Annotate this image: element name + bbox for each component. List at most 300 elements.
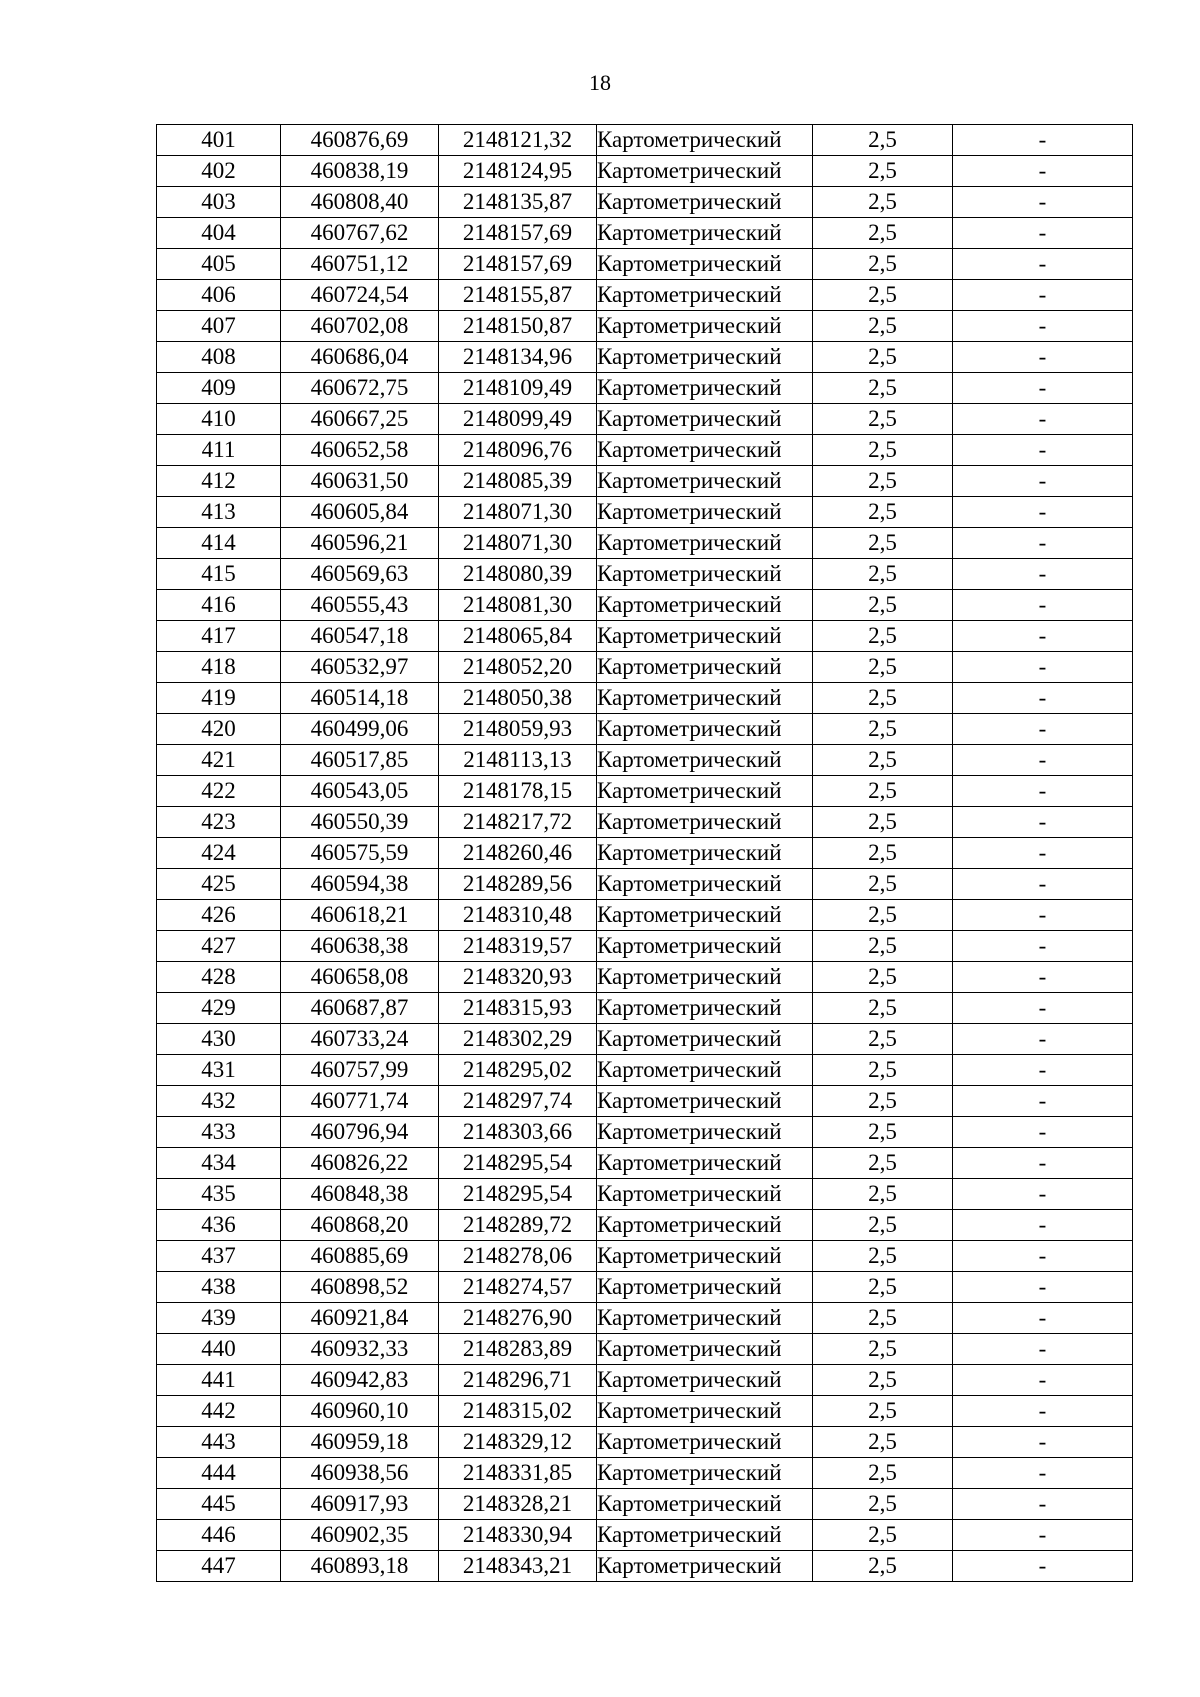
table-row [157, 1427, 1133, 1458]
description-cell: - [953, 218, 1133, 249]
x-coordinate-cell: 460848,38 [281, 1179, 439, 1210]
y-coordinate-cell: 2148134,96 [439, 342, 597, 373]
y-coordinate-cell: 2148157,69 [439, 218, 597, 249]
y-coordinate-cell: 2148124,95 [439, 156, 597, 187]
description-cell: - [953, 404, 1133, 435]
point-number-cell: 417 [157, 621, 281, 652]
method-cell: Картометрический [597, 1148, 813, 1179]
x-coordinate-cell: 460605,84 [281, 497, 439, 528]
x-coordinate-cell: 460932,33 [281, 1334, 439, 1365]
point-number-cell: 443 [157, 1427, 281, 1458]
point-number-cell: 422 [157, 776, 281, 807]
y-coordinate-cell: 2148080,39 [439, 559, 597, 590]
point-number-cell: 442 [157, 1396, 281, 1427]
table-row [157, 776, 1133, 807]
description-cell: - [953, 1117, 1133, 1148]
description-cell: - [953, 1272, 1133, 1303]
method-cell: Картометрический [597, 931, 813, 962]
method-cell: Картометрический [597, 1055, 813, 1086]
y-coordinate-cell: 2148283,89 [439, 1334, 597, 1365]
x-coordinate-cell: 460893,18 [281, 1551, 439, 1582]
method-cell: Картометрический [597, 1458, 813, 1489]
accuracy-cell: 2,5 [813, 714, 953, 745]
method-cell: Картометрический [597, 1210, 813, 1241]
description-cell: - [953, 1334, 1133, 1365]
point-number-cell: 423 [157, 807, 281, 838]
description-cell: - [953, 652, 1133, 683]
method-cell: Картометрический [597, 869, 813, 900]
accuracy-cell: 2,5 [813, 218, 953, 249]
x-coordinate-cell: 460672,75 [281, 373, 439, 404]
point-number-cell: 408 [157, 342, 281, 373]
description-cell: - [953, 1396, 1133, 1427]
point-number-cell: 401 [157, 125, 281, 156]
description-cell: - [953, 776, 1133, 807]
accuracy-cell: 2,5 [813, 404, 953, 435]
table-row [157, 621, 1133, 652]
x-coordinate-cell: 460555,43 [281, 590, 439, 621]
x-coordinate-cell: 460594,38 [281, 869, 439, 900]
point-number-cell: 425 [157, 869, 281, 900]
accuracy-cell: 2,5 [813, 280, 953, 311]
accuracy-cell: 2,5 [813, 249, 953, 280]
method-cell: Картометрический [597, 1241, 813, 1272]
table-row [157, 745, 1133, 776]
description-cell: - [953, 1055, 1133, 1086]
y-coordinate-cell: 2148278,06 [439, 1241, 597, 1272]
x-coordinate-cell: 460618,21 [281, 900, 439, 931]
method-cell: Картометрический [597, 1334, 813, 1365]
y-coordinate-cell: 2148071,30 [439, 528, 597, 559]
y-coordinate-cell: 2148331,85 [439, 1458, 597, 1489]
point-number-cell: 430 [157, 1024, 281, 1055]
method-cell: Картометрический [597, 1086, 813, 1117]
x-coordinate-cell: 460514,18 [281, 683, 439, 714]
accuracy-cell: 2,5 [813, 466, 953, 497]
table-row [157, 807, 1133, 838]
y-coordinate-cell: 2148295,54 [439, 1179, 597, 1210]
table-row [157, 1551, 1133, 1582]
x-coordinate-cell: 460532,97 [281, 652, 439, 683]
accuracy-cell: 2,5 [813, 1179, 953, 1210]
x-coordinate-cell: 460687,87 [281, 993, 439, 1024]
point-number-cell: 403 [157, 187, 281, 218]
x-coordinate-cell: 460499,06 [281, 714, 439, 745]
point-number-cell: 420 [157, 714, 281, 745]
point-number-cell: 418 [157, 652, 281, 683]
accuracy-cell: 2,5 [813, 590, 953, 621]
method-cell: Картометрический [597, 156, 813, 187]
accuracy-cell: 2,5 [813, 621, 953, 652]
method-cell: Картометрический [597, 1272, 813, 1303]
accuracy-cell: 2,5 [813, 745, 953, 776]
table-row [157, 1396, 1133, 1427]
accuracy-cell: 2,5 [813, 776, 953, 807]
point-number-cell: 431 [157, 1055, 281, 1086]
accuracy-cell: 2,5 [813, 559, 953, 590]
x-coordinate-cell: 460596,21 [281, 528, 439, 559]
table-row [157, 714, 1133, 745]
point-number-cell: 441 [157, 1365, 281, 1396]
y-coordinate-cell: 2148315,02 [439, 1396, 597, 1427]
x-coordinate-cell: 460543,05 [281, 776, 439, 807]
y-coordinate-cell: 2148296,71 [439, 1365, 597, 1396]
x-coordinate-cell: 460917,93 [281, 1489, 439, 1520]
accuracy-cell: 2,5 [813, 156, 953, 187]
description-cell: - [953, 187, 1133, 218]
point-number-cell: 440 [157, 1334, 281, 1365]
x-coordinate-cell: 460885,69 [281, 1241, 439, 1272]
x-coordinate-cell: 460550,39 [281, 807, 439, 838]
coordinates-table [156, 124, 1133, 1582]
point-number-cell: 444 [157, 1458, 281, 1489]
accuracy-cell: 2,5 [813, 1148, 953, 1179]
y-coordinate-cell: 2148329,12 [439, 1427, 597, 1458]
method-cell: Картометрический [597, 807, 813, 838]
x-coordinate-cell: 460826,22 [281, 1148, 439, 1179]
description-cell: - [953, 435, 1133, 466]
x-coordinate-cell: 460942,83 [281, 1365, 439, 1396]
x-coordinate-cell: 460652,58 [281, 435, 439, 466]
point-number-cell: 446 [157, 1520, 281, 1551]
y-coordinate-cell: 2148274,57 [439, 1272, 597, 1303]
description-cell: - [953, 528, 1133, 559]
method-cell: Картометрический [597, 1396, 813, 1427]
description-cell: - [953, 559, 1133, 590]
accuracy-cell: 2,5 [813, 993, 953, 1024]
method-cell: Картометрический [597, 497, 813, 528]
accuracy-cell: 2,5 [813, 1520, 953, 1551]
y-coordinate-cell: 2148155,87 [439, 280, 597, 311]
description-cell: - [953, 1210, 1133, 1241]
accuracy-cell: 2,5 [813, 311, 953, 342]
description-cell: - [953, 1241, 1133, 1272]
description-cell: - [953, 311, 1133, 342]
table-row [157, 1086, 1133, 1117]
table-row [157, 125, 1133, 156]
description-cell: - [953, 962, 1133, 993]
description-cell: - [953, 280, 1133, 311]
y-coordinate-cell: 2148328,21 [439, 1489, 597, 1520]
x-coordinate-cell: 460921,84 [281, 1303, 439, 1334]
description-cell: - [953, 993, 1133, 1024]
table-row [157, 1179, 1133, 1210]
table-row [157, 683, 1133, 714]
accuracy-cell: 2,5 [813, 1334, 953, 1365]
y-coordinate-cell: 2148320,93 [439, 962, 597, 993]
accuracy-cell: 2,5 [813, 1086, 953, 1117]
x-coordinate-cell: 460667,25 [281, 404, 439, 435]
table-row [157, 590, 1133, 621]
y-coordinate-cell: 2148178,15 [439, 776, 597, 807]
table-row [157, 1210, 1133, 1241]
method-cell: Картометрический [597, 125, 813, 156]
y-coordinate-cell: 2148121,32 [439, 125, 597, 156]
table-row [157, 311, 1133, 342]
point-number-cell: 436 [157, 1210, 281, 1241]
description-cell: - [953, 1551, 1133, 1582]
table-row [157, 1117, 1133, 1148]
point-number-cell: 434 [157, 1148, 281, 1179]
table-row [157, 993, 1133, 1024]
method-cell: Картометрический [597, 404, 813, 435]
table-row [157, 187, 1133, 218]
accuracy-cell: 2,5 [813, 497, 953, 528]
point-number-cell: 404 [157, 218, 281, 249]
y-coordinate-cell: 2148052,20 [439, 652, 597, 683]
method-cell: Картометрический [597, 1179, 813, 1210]
y-coordinate-cell: 2148343,21 [439, 1551, 597, 1582]
method-cell: Картометрический [597, 1551, 813, 1582]
x-coordinate-cell: 460767,62 [281, 218, 439, 249]
description-cell: - [953, 1520, 1133, 1551]
method-cell: Картометрический [597, 962, 813, 993]
description-cell: - [953, 1365, 1133, 1396]
point-number-cell: 424 [157, 838, 281, 869]
x-coordinate-cell: 460796,94 [281, 1117, 439, 1148]
accuracy-cell: 2,5 [813, 435, 953, 466]
method-cell: Картометрический [597, 838, 813, 869]
point-number-cell: 415 [157, 559, 281, 590]
method-cell: Картометрический [597, 218, 813, 249]
table-row [157, 435, 1133, 466]
point-number-cell: 406 [157, 280, 281, 311]
y-coordinate-cell: 2148135,87 [439, 187, 597, 218]
y-coordinate-cell: 2148099,49 [439, 404, 597, 435]
table-row [157, 342, 1133, 373]
y-coordinate-cell: 2148319,57 [439, 931, 597, 962]
accuracy-cell: 2,5 [813, 1396, 953, 1427]
method-cell: Картометрический [597, 683, 813, 714]
accuracy-cell: 2,5 [813, 683, 953, 714]
description-cell: - [953, 838, 1133, 869]
x-coordinate-cell: 460631,50 [281, 466, 439, 497]
y-coordinate-cell: 2148289,56 [439, 869, 597, 900]
table-row [157, 1520, 1133, 1551]
description-cell: - [953, 1148, 1133, 1179]
description-cell: - [953, 1303, 1133, 1334]
y-coordinate-cell: 2148150,87 [439, 311, 597, 342]
accuracy-cell: 2,5 [813, 187, 953, 218]
y-coordinate-cell: 2148295,02 [439, 1055, 597, 1086]
x-coordinate-cell: 460733,24 [281, 1024, 439, 1055]
description-cell: - [953, 745, 1133, 776]
description-cell: - [953, 373, 1133, 404]
page-number: 18 [589, 70, 611, 95]
y-coordinate-cell: 2148071,30 [439, 497, 597, 528]
method-cell: Картометрический [597, 900, 813, 931]
y-coordinate-cell: 2148302,29 [439, 1024, 597, 1055]
accuracy-cell: 2,5 [813, 1272, 953, 1303]
table-row [157, 156, 1133, 187]
x-coordinate-cell: 460686,04 [281, 342, 439, 373]
description-cell: - [953, 1086, 1133, 1117]
accuracy-cell: 2,5 [813, 528, 953, 559]
point-number-cell: 409 [157, 373, 281, 404]
point-number-cell: 402 [157, 156, 281, 187]
point-number-cell: 437 [157, 1241, 281, 1272]
accuracy-cell: 2,5 [813, 1210, 953, 1241]
accuracy-cell: 2,5 [813, 373, 953, 404]
table-row [157, 1489, 1133, 1520]
method-cell: Картометрический [597, 1117, 813, 1148]
method-cell: Картометрический [597, 373, 813, 404]
point-number-cell: 427 [157, 931, 281, 962]
method-cell: Картометрический [597, 280, 813, 311]
method-cell: Картометрический [597, 652, 813, 683]
x-coordinate-cell: 460902,35 [281, 1520, 439, 1551]
description-cell: - [953, 249, 1133, 280]
description-cell: - [953, 1024, 1133, 1055]
description-cell: - [953, 900, 1133, 931]
y-coordinate-cell: 2148109,49 [439, 373, 597, 404]
table-row [157, 404, 1133, 435]
table-row [157, 559, 1133, 590]
table-row [157, 1241, 1133, 1272]
table-row [157, 838, 1133, 869]
point-number-cell: 433 [157, 1117, 281, 1148]
accuracy-cell: 2,5 [813, 1551, 953, 1582]
y-coordinate-cell: 2148217,72 [439, 807, 597, 838]
table-row [157, 1334, 1133, 1365]
point-number-cell: 407 [157, 311, 281, 342]
description-cell: - [953, 497, 1133, 528]
table-row [157, 900, 1133, 931]
point-number-cell: 421 [157, 745, 281, 776]
description-cell: - [953, 156, 1133, 187]
x-coordinate-cell: 460724,54 [281, 280, 439, 311]
accuracy-cell: 2,5 [813, 1117, 953, 1148]
description-cell: - [953, 621, 1133, 652]
x-coordinate-cell: 460959,18 [281, 1427, 439, 1458]
accuracy-cell: 2,5 [813, 962, 953, 993]
table-row [157, 1272, 1133, 1303]
method-cell: Картометрический [597, 435, 813, 466]
y-coordinate-cell: 2148330,94 [439, 1520, 597, 1551]
point-number-cell: 416 [157, 590, 281, 621]
method-cell: Картометрический [597, 745, 813, 776]
description-cell: - [953, 125, 1133, 156]
table-row [157, 652, 1133, 683]
x-coordinate-cell: 460838,19 [281, 156, 439, 187]
description-cell: - [953, 1179, 1133, 1210]
accuracy-cell: 2,5 [813, 838, 953, 869]
point-number-cell: 411 [157, 435, 281, 466]
x-coordinate-cell: 460876,69 [281, 125, 439, 156]
x-coordinate-cell: 460638,38 [281, 931, 439, 962]
table-row [157, 962, 1133, 993]
method-cell: Картометрический [597, 466, 813, 497]
description-cell: - [953, 1427, 1133, 1458]
point-number-cell: 445 [157, 1489, 281, 1520]
method-cell: Картометрический [597, 1365, 813, 1396]
point-number-cell: 412 [157, 466, 281, 497]
description-cell: - [953, 931, 1133, 962]
y-coordinate-cell: 2148050,38 [439, 683, 597, 714]
table-row [157, 373, 1133, 404]
y-coordinate-cell: 2148085,39 [439, 466, 597, 497]
point-number-cell: 428 [157, 962, 281, 993]
point-number-cell: 405 [157, 249, 281, 280]
accuracy-cell: 2,5 [813, 1458, 953, 1489]
method-cell: Картометрический [597, 993, 813, 1024]
description-cell: - [953, 1458, 1133, 1489]
y-coordinate-cell: 2148113,13 [439, 745, 597, 776]
accuracy-cell: 2,5 [813, 652, 953, 683]
method-cell: Картометрический [597, 187, 813, 218]
point-number-cell: 435 [157, 1179, 281, 1210]
description-cell: - [953, 1489, 1133, 1520]
point-number-cell: 429 [157, 993, 281, 1024]
x-coordinate-cell: 460898,52 [281, 1272, 439, 1303]
accuracy-cell: 2,5 [813, 1365, 953, 1396]
accuracy-cell: 2,5 [813, 1489, 953, 1520]
method-cell: Картометрический [597, 528, 813, 559]
y-coordinate-cell: 2148310,48 [439, 900, 597, 931]
y-coordinate-cell: 2148276,90 [439, 1303, 597, 1334]
x-coordinate-cell: 460658,08 [281, 962, 439, 993]
table-row [157, 528, 1133, 559]
method-cell: Картометрический [597, 714, 813, 745]
method-cell: Картометрический [597, 621, 813, 652]
y-coordinate-cell: 2148315,93 [439, 993, 597, 1024]
table-row [157, 466, 1133, 497]
accuracy-cell: 2,5 [813, 125, 953, 156]
x-coordinate-cell: 460517,85 [281, 745, 439, 776]
x-coordinate-cell: 460771,74 [281, 1086, 439, 1117]
accuracy-cell: 2,5 [813, 1024, 953, 1055]
accuracy-cell: 2,5 [813, 1427, 953, 1458]
method-cell: Картометрический [597, 1489, 813, 1520]
y-coordinate-cell: 2148081,30 [439, 590, 597, 621]
accuracy-cell: 2,5 [813, 931, 953, 962]
point-number-cell: 432 [157, 1086, 281, 1117]
table-row [157, 218, 1133, 249]
description-cell: - [953, 683, 1133, 714]
y-coordinate-cell: 2148260,46 [439, 838, 597, 869]
table-body [157, 125, 1133, 1582]
method-cell: Картометрический [597, 559, 813, 590]
x-coordinate-cell: 460547,18 [281, 621, 439, 652]
table-row [157, 280, 1133, 311]
x-coordinate-cell: 460751,12 [281, 249, 439, 280]
point-number-cell: 413 [157, 497, 281, 528]
point-number-cell: 438 [157, 1272, 281, 1303]
table-row [157, 1024, 1133, 1055]
table-row [157, 1055, 1133, 1086]
x-coordinate-cell: 460938,56 [281, 1458, 439, 1489]
accuracy-cell: 2,5 [813, 869, 953, 900]
point-number-cell: 447 [157, 1551, 281, 1582]
description-cell: - [953, 466, 1133, 497]
x-coordinate-cell: 460868,20 [281, 1210, 439, 1241]
description-cell: - [953, 342, 1133, 373]
y-coordinate-cell: 2148303,66 [439, 1117, 597, 1148]
y-coordinate-cell: 2148297,74 [439, 1086, 597, 1117]
accuracy-cell: 2,5 [813, 807, 953, 838]
table-row [157, 1303, 1133, 1334]
method-cell: Картометрический [597, 1520, 813, 1551]
description-cell: - [953, 869, 1133, 900]
x-coordinate-cell: 460575,59 [281, 838, 439, 869]
method-cell: Картометрический [597, 1024, 813, 1055]
x-coordinate-cell: 460702,08 [281, 311, 439, 342]
method-cell: Картометрический [597, 342, 813, 373]
x-coordinate-cell: 460757,99 [281, 1055, 439, 1086]
table-row [157, 249, 1133, 280]
table-row [157, 497, 1133, 528]
table-row [157, 869, 1133, 900]
